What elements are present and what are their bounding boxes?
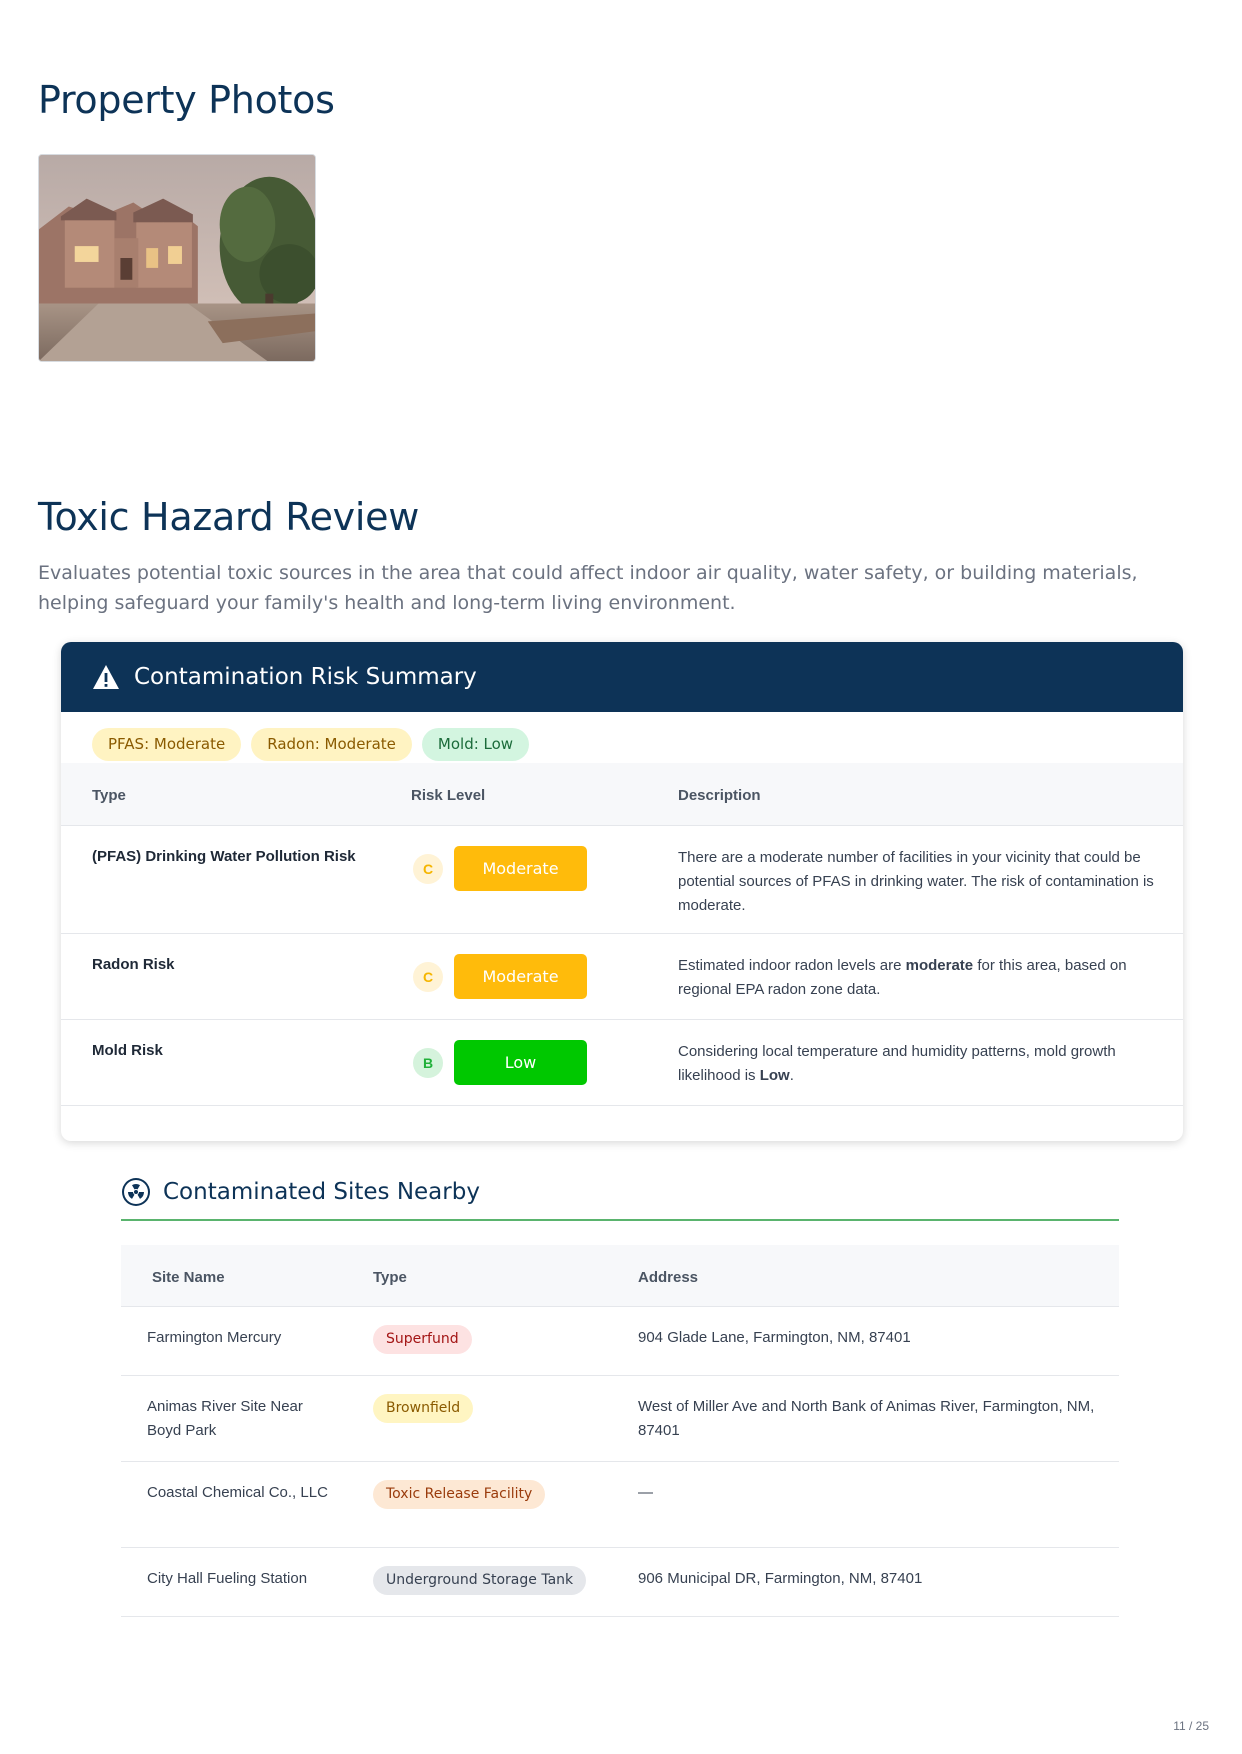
risk-description: There are a moderate number of facilities in your vicinity that could be potential sources of PFAS in drinking water. The risk of contamination is moderate. (678, 849, 1154, 914)
site-address: — (638, 1484, 653, 1501)
pfas-pill: PFAS: Moderate (92, 728, 241, 761)
sites-title: Contaminated Sites Nearby (163, 1179, 480, 1205)
mold-pill: Mold: Low (422, 728, 529, 761)
table-row (121, 1376, 1119, 1462)
warning-icon (92, 664, 120, 690)
risk-table-header (61, 763, 1183, 826)
risk-grade: B (413, 1048, 443, 1078)
site-address: 906 Municipal DR, Farmington, NM, 87401 (638, 1570, 923, 1587)
site-name: Animas River Site Near Boyd Park (147, 1398, 303, 1439)
site-address: West of Miller Ave and North Bank of Animas River, Farmington, NM, 87401 (638, 1398, 1095, 1439)
risk-type: (PFAS) Drinking Water Pollution Risk (92, 848, 356, 865)
risk-row-radon (61, 934, 1183, 1020)
col-risk-level: Risk Level (411, 787, 486, 804)
table-row (121, 1462, 1119, 1548)
card-header (61, 642, 1183, 712)
site-type-badge: Superfund (373, 1325, 472, 1354)
site-name: Farmington Mercury (147, 1329, 282, 1346)
risk-grade: C (413, 962, 443, 992)
table-row (121, 1307, 1119, 1376)
site-type-badge: Underground Storage Tank (373, 1566, 586, 1595)
site-type-badge: Toxic Release Facility (373, 1480, 545, 1509)
risk-level-badge: Low (454, 1040, 587, 1085)
risk-row-mold (61, 1020, 1183, 1106)
site-name: Coastal Chemical Co., LLC (147, 1484, 328, 1501)
property-photo[interactable] (38, 154, 316, 362)
col-site-type: Type (373, 1269, 407, 1286)
site-type-badge: Brownfield (373, 1394, 473, 1423)
risk-row-pfas (61, 826, 1183, 934)
sites-table-header (121, 1245, 1119, 1307)
house-exterior-image (39, 155, 315, 361)
risk-level-badge: Moderate (454, 954, 587, 999)
radiation-icon (121, 1177, 151, 1207)
table-row (121, 1548, 1119, 1617)
risk-description: Estimated indoor radon levels are moderate for this area, based on regional EPA radon zone data. (678, 957, 1127, 998)
contamination-summary-card (61, 642, 1183, 1141)
risk-description: Considering local temperature and humidity patterns, mold growth likelihood is Low. (678, 1043, 1116, 1084)
card-title: Contamination Risk Summary (134, 664, 477, 690)
risk-pills (92, 728, 529, 761)
hazard-intro: Evaluates potential toxic sources in the area that could affect indoor air quality, water safety, or building materials, helping safeguard your family's health and long-term living environment. (38, 562, 1138, 614)
risk-type: Mold Risk (92, 1042, 163, 1059)
risk-grade: C (413, 854, 443, 884)
risk-level-badge: Moderate (454, 846, 587, 891)
toxic-hazard-title: Toxic Hazard Review (38, 495, 419, 539)
property-photos-title: Property Photos (38, 78, 335, 122)
site-address: 904 Glade Lane, Farmington, NM, 87401 (638, 1329, 911, 1346)
risk-type: Radon Risk (92, 956, 175, 973)
contaminated-sites-heading (121, 1171, 1119, 1221)
radon-pill: Radon: Moderate (251, 728, 412, 761)
col-type: Type (92, 787, 126, 804)
site-name: City Hall Fueling Station (147, 1570, 308, 1587)
page-number: 11 / 25 (1173, 1719, 1209, 1733)
col-site-name: Site Name (152, 1269, 225, 1286)
col-description: Description (678, 787, 761, 804)
col-address: Address (638, 1269, 699, 1286)
